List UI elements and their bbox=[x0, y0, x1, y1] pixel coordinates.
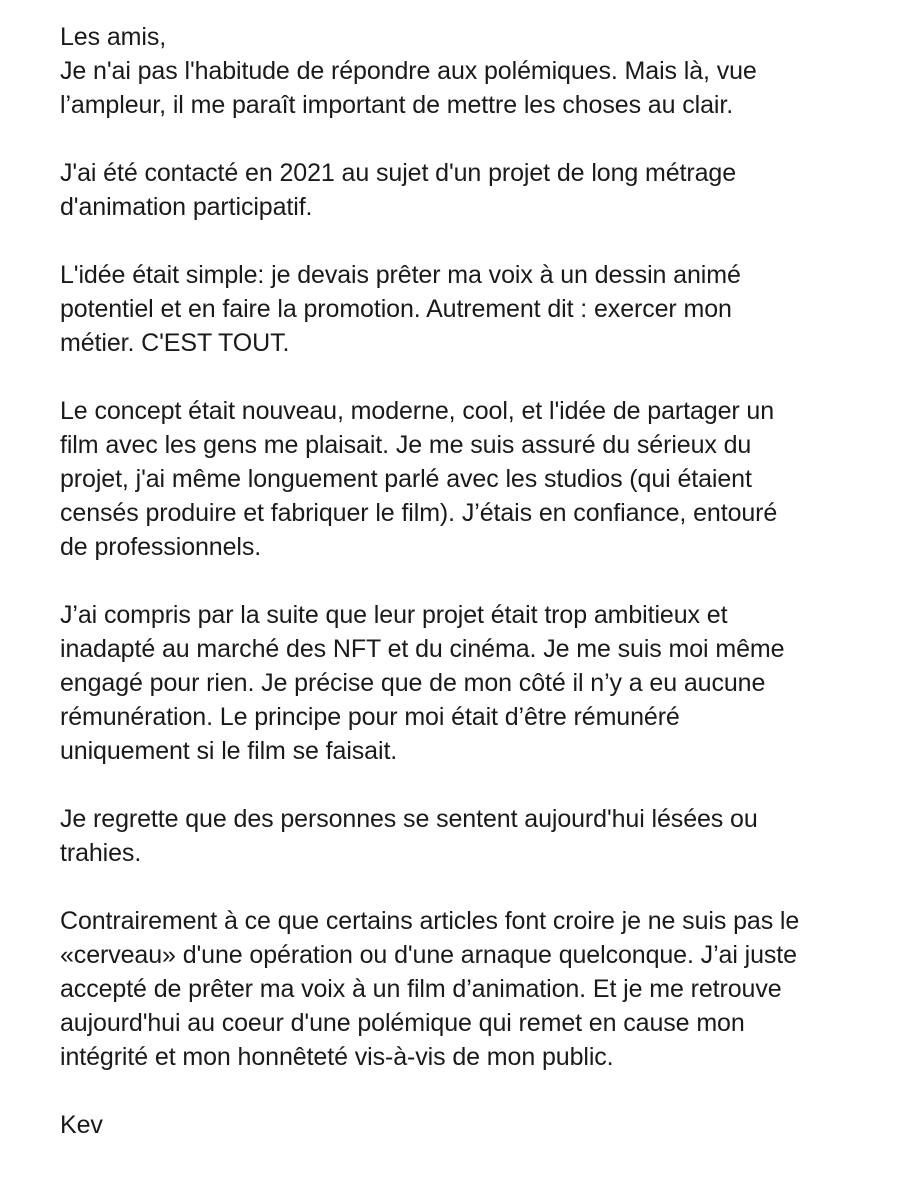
paragraph-line: aujourd'hui au coeur d'une polémique qui remet en cause mon bbox=[60, 1009, 745, 1037]
paragraph-line: Le concept était nouveau, moderne, cool, et l'idée de partager un bbox=[60, 397, 775, 425]
paragraph-line: de professionnels. bbox=[60, 533, 262, 561]
paragraph-understanding bbox=[60, 598, 920, 768]
paragraph-line: Contrairement à ce que certains articles font croire je ne suis pas le bbox=[60, 907, 800, 935]
letter-salutation: Les amis, bbox=[60, 23, 167, 51]
paragraph-line: Je regrette que des personnes se sentent aujourd'hui lésées ou bbox=[60, 805, 758, 833]
paragraph-contact bbox=[60, 156, 920, 224]
paragraph-idea bbox=[60, 258, 920, 360]
paragraph-line: accepté de prêter ma voix à un film d’animation. Et je me retrouve bbox=[60, 975, 782, 1003]
paragraph-line: rémunération. Le principe pour moi était d’être rémunéré bbox=[60, 703, 680, 731]
letter-signature: Kev bbox=[60, 1111, 103, 1139]
paragraph-line: inadapté au marché des NFT et du cinéma. Je me suis moi même bbox=[60, 635, 785, 663]
paragraph-line: film avec les gens me plaisait. Je me suis assuré du sérieux du bbox=[60, 431, 752, 459]
paragraph-line: L'idée était simple: je devais prêter ma voix à un dessin animé bbox=[60, 261, 741, 289]
paragraph-regret bbox=[60, 802, 920, 870]
intro-line: Je n'ai pas l'habitude de répondre aux polémiques. Mais là, vue bbox=[60, 57, 757, 85]
paragraph-line: J’ai compris par la suite que leur projet était trop ambitieux et bbox=[60, 601, 728, 629]
paragraph-line: engagé pour rien. Je précise que de mon côté il n’y a eu aucune bbox=[60, 669, 766, 697]
paragraph-line: d'animation participatif. bbox=[60, 193, 313, 221]
intro-line: l’ampleur, il me paraît important de mettre les choses au clair. bbox=[60, 91, 734, 119]
paragraph-line: projet, j'ai même longuement parlé avec les studios (qui étaient bbox=[60, 465, 752, 493]
paragraph-line: censés produire et fabriquer le film). J’étais en confiance, entouré bbox=[60, 499, 778, 527]
paragraph-concept bbox=[60, 394, 920, 564]
letter-signature-block bbox=[60, 1108, 920, 1142]
letter-opening bbox=[60, 20, 920, 122]
paragraph-line: «cerveau» d'une opération ou d'une arnaque quelconque. J’ai juste bbox=[60, 941, 797, 969]
paragraph-line: uniquement si le film se faisait. bbox=[60, 737, 398, 765]
paragraph-line: potentiel et en faire la promotion. Autrement dit : exercer mon bbox=[60, 295, 732, 323]
paragraph-line: métier. C'EST TOUT. bbox=[60, 329, 290, 357]
paragraph-line: J'ai été contacté en 2021 au sujet d'un projet de long métrage bbox=[60, 159, 737, 187]
paragraph-clarification bbox=[60, 904, 920, 1074]
paragraph-line: intégrité et mon honnêteté vis-à-vis de mon public. bbox=[60, 1043, 614, 1071]
paragraph-line: trahies. bbox=[60, 839, 142, 867]
